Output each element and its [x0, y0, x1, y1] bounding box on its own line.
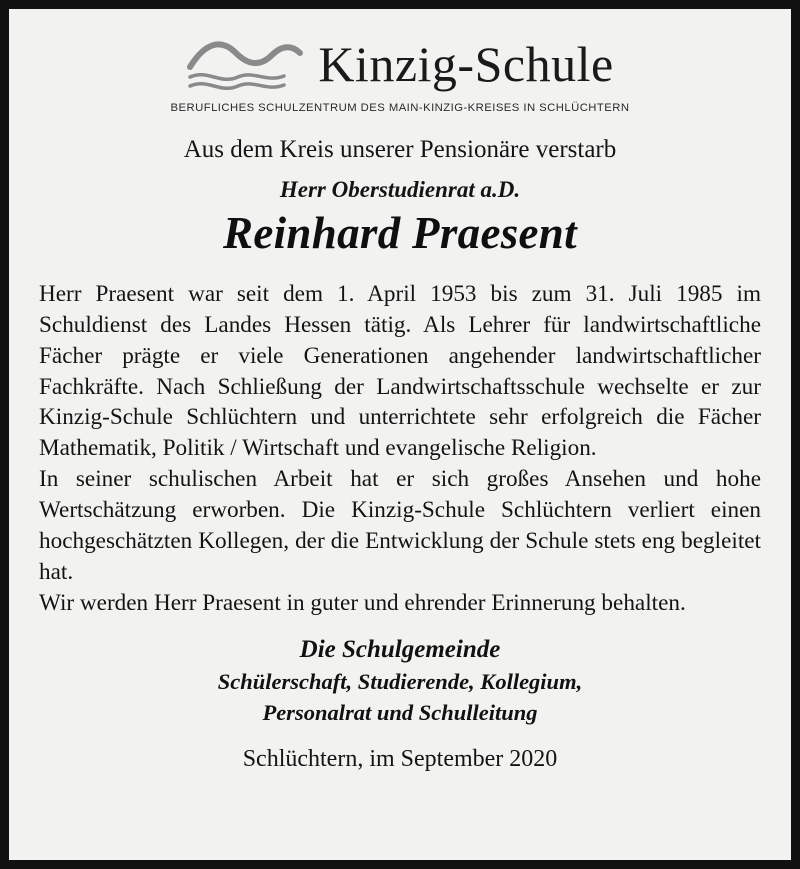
- signature-main: Die Schulgemeinde: [299, 636, 501, 664]
- deceased-rank: Herr Oberstudienrat a.D.: [279, 177, 521, 202]
- body-text: [39, 279, 761, 618]
- signature-block: [39, 636, 761, 726]
- body-paragraph: Herr Praesent war seit dem 1. April 1953 bis zum 31. Juli 1985 im Schuldienst des Landes Hessen tätig. Als Lehrer für landwirtschaftliche Fächer prägte er viele Generationen angehender landwirtschaftlicher Fachkräfte. Nach Schließung der Landwirtschaftsschule wechselte er zur Kinzig-Schule Schlüchtern und unterrichtete sehr erfolgreich die Fächer Mathematik, Politik / Wirtschaft und evangelische Religion.: [39, 281, 761, 462]
- deceased-name: Reinhard Praesent: [223, 208, 577, 258]
- logo-row: [39, 33, 761, 95]
- place-and-date: Schlüchtern, im September 2020: [242, 746, 558, 773]
- school-subtitle: BERUFLICHES SCHULZENTRUM DES MAIN-KINZIG-KREISES IN SCHLÜCHTERN: [170, 102, 630, 114]
- body-paragraph: In seiner schulischen Arbeit hat er sich großes Ansehen und hohe Wertschätzung erworben. Die Kinzig-Schule Schlüchtern verliert einen hochgeschätzten Kollegen, der die Entwicklung der Schule stets eng begleitet hat.: [39, 466, 761, 585]
- body-paragraph: Wir werden Herr Praesent in guter und ehrender Erinnerung behalten.: [39, 589, 686, 616]
- signature-line-2: Personalrat und Schulleitung: [262, 700, 538, 726]
- intro-text: Aus dem Kreis unserer Pensionäre verstarb: [183, 136, 617, 163]
- school-name: Kinzig-Schule: [318, 35, 614, 92]
- signature-line-1: Schülerschaft, Studierende, Kollegium,: [217, 669, 583, 695]
- hills-and-river-icon: [186, 33, 304, 95]
- header-logo-block: [39, 33, 761, 114]
